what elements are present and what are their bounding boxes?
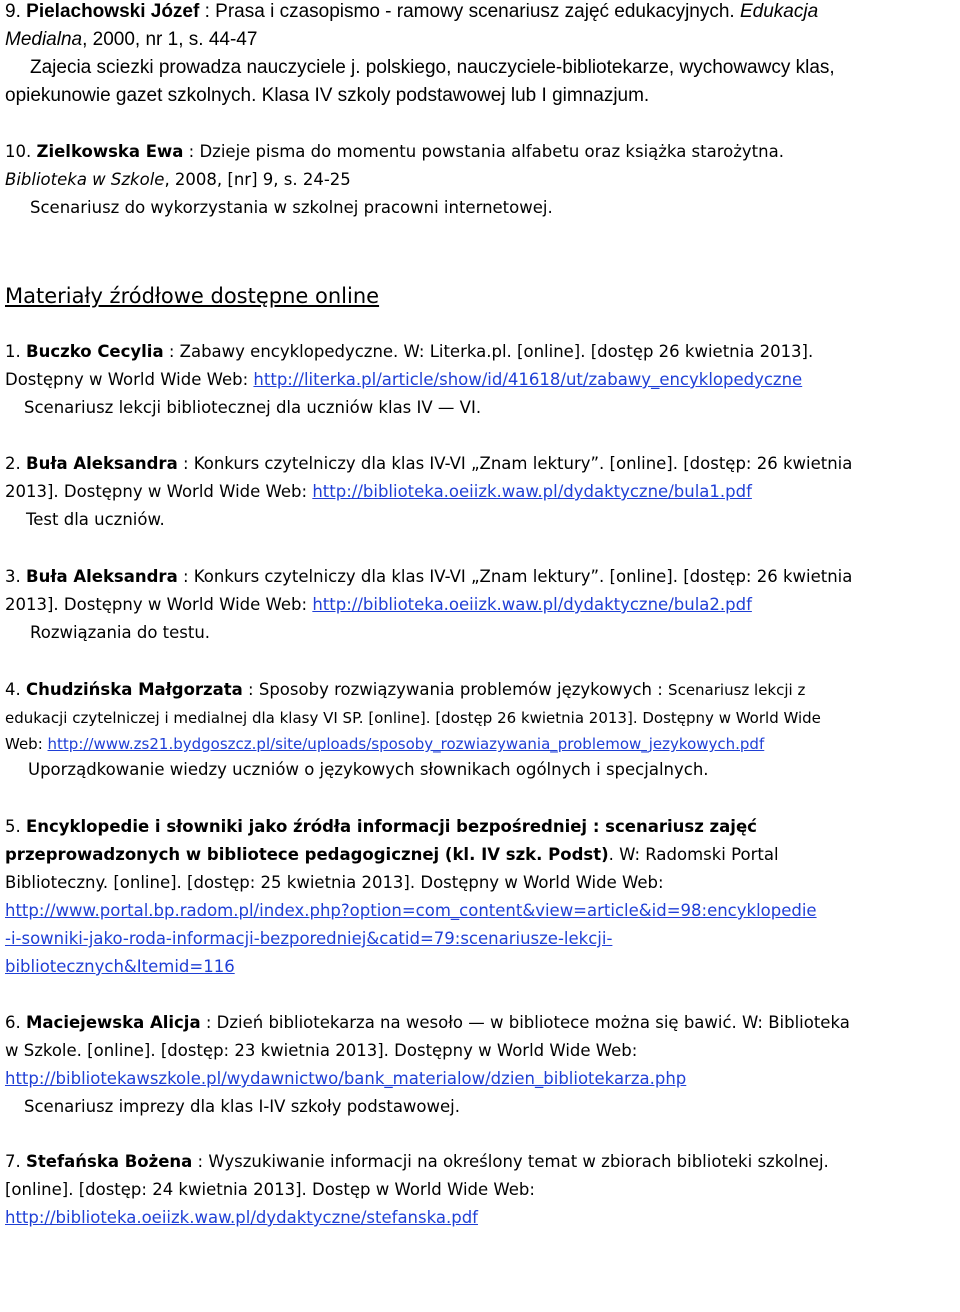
entry-9-line-1: 9. Pielachowski Józef : Prasa i czasopismo - ramowy scenariusz zajęć edukacyjnych. Edukacja [5,1,819,22]
online-6-link-line[interactable] [5,1067,686,1091]
online-7-link[interactable]: http://biblioteka.oeiizk.waw.pl/dydaktyczne/stefanska.pdf [5,1208,478,1227]
online-2-link[interactable]: http://biblioteka.oeiizk.waw.pl/dydaktyczne/bula1.pdf [312,482,752,501]
online-4-line-3: Web: http://www.zs21.bydgoszcz.pl/site/uploads/sposoby_rozwiazywania_problemow_jezykowych.pdf [5,735,765,753]
online-3-line-1: 3. Buła Aleksandra : Konkurs czytelniczy dla klas IV-VI „Znam lektury”. [online]. [dostęp: 26 kwietnia [5,567,853,586]
online-1-note: Scenariusz lekcji bibliotecznej dla uczniów klas IV — VI. [24,398,482,417]
entry-9-note-2: opiekunowie gazet szkolnych. Klasa IV szkoly podstawowej lub I gimnazjum. [5,85,650,106]
online-6-line-1: 6. Maciejewska Alicja : Dzień bibliotekarza na wesoło — w bibliotece można się bawić. W: Biblioteka [5,1013,850,1032]
online-5-link-cont[interactable]: -i-sowniki-jako-roda-informacji-bezporedniej&catid=79:scenariusze-lekcji- [5,929,613,948]
entry-9-line-2: Medialna, 2000, nr 1, s. 44-47 [5,29,258,50]
entry-10-line-1: 10. Zielkowska Ewa : Dzieje pisma do momentu powstania alfabetu oraz książka starożytna. [5,142,784,161]
entry-author: Zielkowska Ewa [36,142,184,161]
online-2-note: Test dla uczniów. [26,510,165,529]
online-4-link[interactable]: http://www.zs21.bydgoszcz.pl/site/uploads/sposoby_rozwiazywania_problemow_jezykowych.pdf [47,735,765,753]
online-5-line-1: 5. Encyklopedie i słowniki jako źródła informacji bezpośredniej : scenariusz zajęć [5,817,757,836]
online-1-line-2: Dostępny w World Wide Web: http://literka.pl/article/show/id/41618/ut/zabawy_encyklopedyczne [5,370,803,389]
online-1-line-1: 1. Buczko Cecylia : Zabawy encyklopedyczne. W: Literka.pl. [online]. [dostęp 26 kwietnia 2013]. [5,342,814,361]
online-5-link-1[interactable] [5,899,817,923]
online-3-note: Rozwiązania do testu. [30,623,211,642]
online-6-note: Scenariusz imprezy dla klas I-IV szkoły podstawowej. [24,1097,460,1116]
online-5-link[interactable]: http://www.portal.bp.radom.pl/index.php?option=com_content&view=article&id=98:encyklopedie [5,901,817,920]
online-5-line-3: Biblioteczny. [online]. [dostęp: 25 kwietnia 2013]. Dostępny w World Wide Web: [5,873,664,892]
online-5-link-3[interactable] [5,955,235,979]
online-6-line-2: w Szkole. [online]. [dostęp: 23 kwietnia 2013]. Dostępny w World Wide Web: [5,1041,638,1060]
online-6-link[interactable]: http://bibliotekawszkole.pl/wydawnictwo/bank_materialow/dzien_bibliotekarza.php [5,1069,687,1088]
entry-9-note: Zajecia sciezki prowadza nauczyciele j. polskiego, nauczyciele-bibliotekarze, wychowawcy klas, [30,57,835,78]
online-7-line-2: [online]. [dostęp: 24 kwietnia 2013]. Dostęp w World Wide Web: [5,1180,535,1199]
online-7-link-line[interactable] [5,1206,478,1230]
online-4-line-2: edukacji czytelniczej i medialnej dla klasy VI SP. [online]. [dostęp 26 kwietnia 2013]. Dostępny w World Wide [5,709,821,727]
online-5-link-2[interactable] [5,927,612,951]
online-1-link[interactable]: http://literka.pl/article/show/id/41618/ut/zabawy_encyklopedyczne [253,370,803,389]
entry-10-note: Scenariusz do wykorzystania w szkolnej pracowni internetowej. [30,198,553,217]
online-2-line-1: 2. Buła Aleksandra : Konkurs czytelniczy dla klas IV-VI „Znam lektury”. [online]. [dostęp: 26 kwietnia [5,454,853,473]
online-3-line-2: 2013]. Dostępny w World Wide Web: http://biblioteka.oeiizk.waw.pl/dydaktyczne/bula2.pdf [5,595,752,614]
online-3-link[interactable]: http://biblioteka.oeiizk.waw.pl/dydaktyczne/bula2.pdf [312,595,752,614]
online-7-line-1: 7. Stefańska Bożena : Wyszukiwanie informacji na określony temat w zbiorach biblioteki szkolnej. [5,1152,829,1171]
section-heading: Materiały źródłowe dostępne online [5,284,380,308]
entry-10-line-2: Biblioteka w Szkole, 2008, [nr] 9, s. 24-25 [5,170,351,189]
online-5-line-2: przeprowadzonych w bibliotece pedagogicznej (kl. IV szk. Podst). W: Radomski Portal [5,845,779,864]
online-2-line-2: 2013]. Dostępny w World Wide Web: http://biblioteka.oeiizk.waw.pl/dydaktyczne/bula1.pdf [5,482,752,501]
online-5-link-end[interactable]: bibliotecznych&Itemid=116 [5,957,235,976]
online-4-note: Uporządkowanie wiedzy uczniów o językowych słownikach ogólnych i specjalnych. [28,760,709,779]
entry-author: Pielachowski Józef [26,1,200,22]
online-4-line-1: 4. Chudzińska Małgorzata : Sposoby rozwiązywania problemów językowych : Scenariusz lekcji z [5,680,806,699]
